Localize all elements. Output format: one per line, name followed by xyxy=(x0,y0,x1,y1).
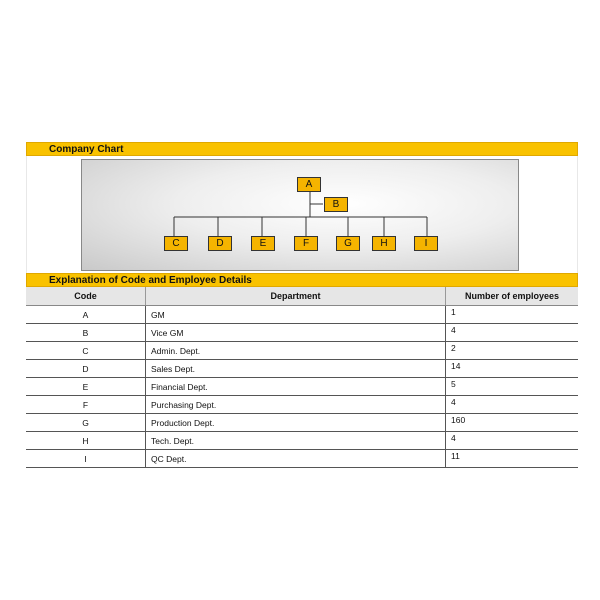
org-node-g: G xyxy=(336,236,360,251)
department-cell: Purchasing Dept. xyxy=(146,396,446,414)
employees-column-header: Number of employees xyxy=(446,287,579,306)
org-node-d: D xyxy=(208,236,232,251)
department-cell: GM xyxy=(146,306,446,324)
code-column-header: Code xyxy=(26,287,146,306)
details-section-title: Explanation of Code and Employee Details xyxy=(26,273,578,287)
org-node-e: E xyxy=(251,236,275,251)
employees-cell: 4 xyxy=(446,432,579,450)
table-row xyxy=(26,432,578,450)
employees-cell: 2 xyxy=(446,342,579,360)
code-cell: H xyxy=(26,432,146,450)
department-cell: Sales Dept. xyxy=(146,360,446,378)
org-chart-panel xyxy=(81,159,519,271)
code-cell: G xyxy=(26,414,146,432)
table-row xyxy=(26,306,578,324)
table-row xyxy=(26,396,578,414)
code-cell: D xyxy=(26,360,146,378)
employees-cell: 14 xyxy=(446,360,579,378)
company-chart-title: Company Chart xyxy=(26,142,578,156)
org-node-i: I xyxy=(414,236,438,251)
org-node-f: F xyxy=(294,236,318,251)
department-cell: Admin. Dept. xyxy=(146,342,446,360)
code-cell: C xyxy=(26,342,146,360)
department-cell: Tech. Dept. xyxy=(146,432,446,450)
department-cell: QC Dept. xyxy=(146,450,446,468)
table-row xyxy=(26,360,578,378)
employee-details-table xyxy=(26,287,578,468)
employees-cell: 5 xyxy=(446,378,579,396)
department-column-header: Department xyxy=(146,287,446,306)
department-cell: Vice GM xyxy=(146,324,446,342)
company-chart-area xyxy=(26,156,578,273)
code-cell: B xyxy=(26,324,146,342)
department-cell: Production Dept. xyxy=(146,414,446,432)
org-node-b: B xyxy=(324,197,348,212)
code-cell: I xyxy=(26,450,146,468)
table-row xyxy=(26,324,578,342)
org-node-c: C xyxy=(164,236,188,251)
employees-cell: 1 xyxy=(446,306,579,324)
code-cell: A xyxy=(26,306,146,324)
department-cell: Financial Dept. xyxy=(146,378,446,396)
org-node-h: H xyxy=(372,236,396,251)
table-row xyxy=(26,342,578,360)
document xyxy=(26,142,578,468)
employees-cell: 4 xyxy=(446,324,579,342)
employees-cell: 4 xyxy=(446,396,579,414)
code-cell: E xyxy=(26,378,146,396)
table-row xyxy=(26,378,578,396)
table-row xyxy=(26,414,578,432)
table-header-row xyxy=(26,287,578,306)
employees-cell: 160 xyxy=(446,414,579,432)
code-cell: F xyxy=(26,396,146,414)
employees-cell: 11 xyxy=(446,450,579,468)
org-node-a: A xyxy=(297,177,321,192)
table-row xyxy=(26,450,578,468)
